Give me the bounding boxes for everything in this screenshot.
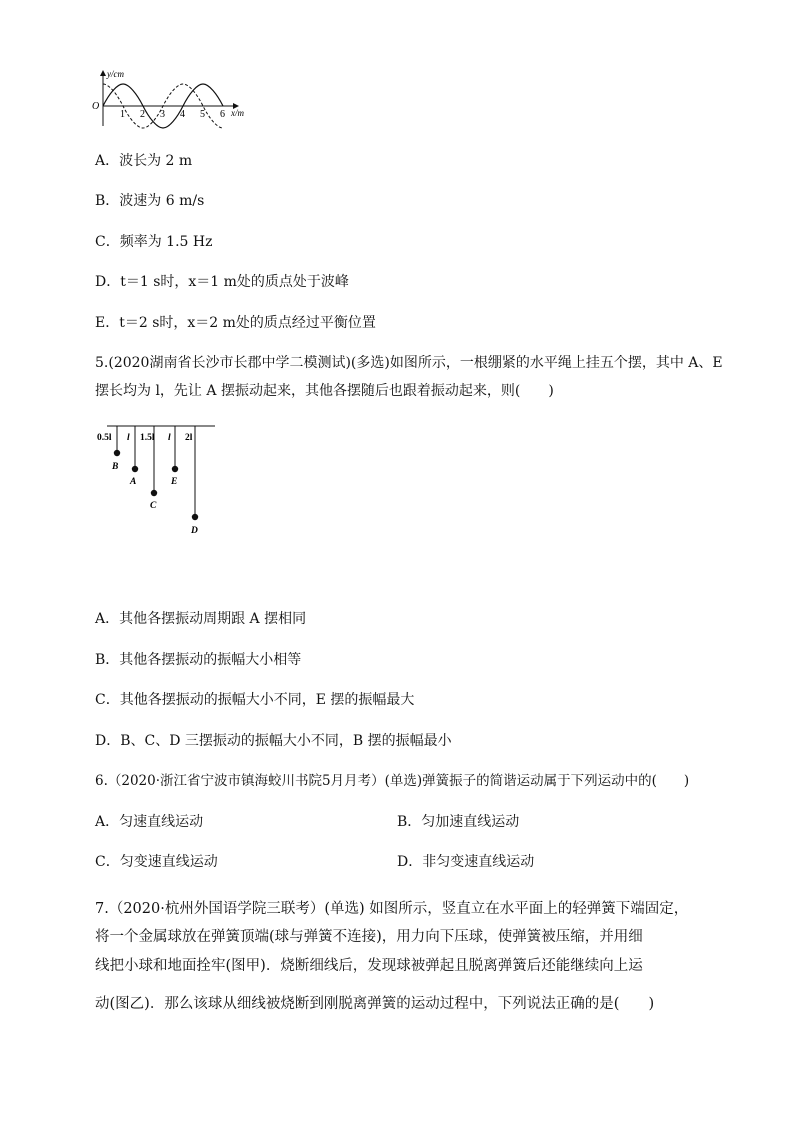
q6-stem: 6.（2020·浙江省宁波市镇海蛟川书院5月月考）(单选)弹簧振子的简谐运动属于下列运动中的( ) [95,773,690,789]
length-label-b: 0.5l [97,433,112,443]
q5-stem-line2: 摆长均为 l，先让 A 摆振动起来，其他各摆随后也跟着振动起来，则( ) [95,383,554,399]
tick-label: 4 [180,109,185,120]
tick-label: 6 [220,109,225,120]
q7-line4: 动(图乙)．那么该球从细线被烧断到刚脱离弹簧的运动过程中，下列说法正确的是( ) [95,996,655,1012]
q5-option-c: C．其他各摆振动的振幅大小不同，E 摆的振幅最大 [95,692,415,708]
ball-label-b: B [112,462,119,472]
q7-line1: 7.（2020·杭州外国语学院三联考）(单选) 如图所示，竖直立在水平面上的轻弹簧下端固定， [95,901,689,917]
q5-option-b: B．其他各摆振动的振幅大小相等 [95,652,302,668]
ball-label-d: D [191,526,198,536]
q4-option-b: B．波速为 6 m/s [95,193,205,209]
pendulum-ball-b [114,450,120,456]
q6-option-d: D．非匀变速直线运动 [397,854,535,870]
q4-option-c: C．频率为 1.5 Hz [95,234,213,250]
tick-label: 2 [140,109,145,120]
q5-option-a: A．其他各摆振动周期跟 A 摆相同 [95,611,307,627]
x-axis-label: x/m [231,108,244,118]
pendulum-ball-c [151,490,157,496]
pendulum-ball-e [172,466,178,472]
pendulum-figure [95,420,225,545]
q6-option-c: C．匀变速直线运动 [95,854,218,870]
q4-option-d: D．t＝1 s时，x＝1 m处的质点处于波峰 [95,274,349,290]
tick-label: 5 [200,109,205,120]
pendulum-ball-a [132,466,138,472]
tick-label: 3 [160,109,165,120]
pendulum-ball-d [192,514,198,520]
q7-line2: 将一个金属球放在弹簧顶端(球与弹簧不连接)，用力向下压球，使弹簧被压缩，并用细 [95,929,643,945]
q4-option-e: E．t＝2 s时，x＝2 m处的质点经过平衡位置 [95,315,376,331]
y-axis-arrow [100,70,106,76]
length-label-c: 1.5l [140,433,155,443]
tick-label: 1 [120,109,125,120]
q5-stem-line1: 5.(2020湖南省长沙市长郡中学二模测试)(多选)如图所示，一根绷紧的水平绳上挂五个摆，其中 A、E [95,355,723,371]
wave-figure [85,68,255,132]
length-label-a: l [127,433,130,443]
ball-label-a: A [130,477,137,487]
ball-label-e: E [171,477,178,487]
length-label-e: l [168,433,171,443]
q6-option-b: B．匀加速直线运动 [397,814,520,830]
y-axis-label: y/cm [107,69,124,79]
q5-option-d: D．B、C、D 三摆振动的振幅大小不同，B 摆的振幅最小 [95,733,452,749]
q6-option-a: A．匀速直线运动 [95,814,204,830]
ball-label-c: C [150,501,157,511]
origin-label: O [92,101,100,112]
q4-option-a: A．波长为 2 m [95,153,193,169]
q7-line3: 线把小球和地面拴牢(图甲)．烧断细线后，发现球被弹起且脱离弹簧后还能继续向上运 [95,958,643,974]
length-label-d: 2l [185,433,193,443]
